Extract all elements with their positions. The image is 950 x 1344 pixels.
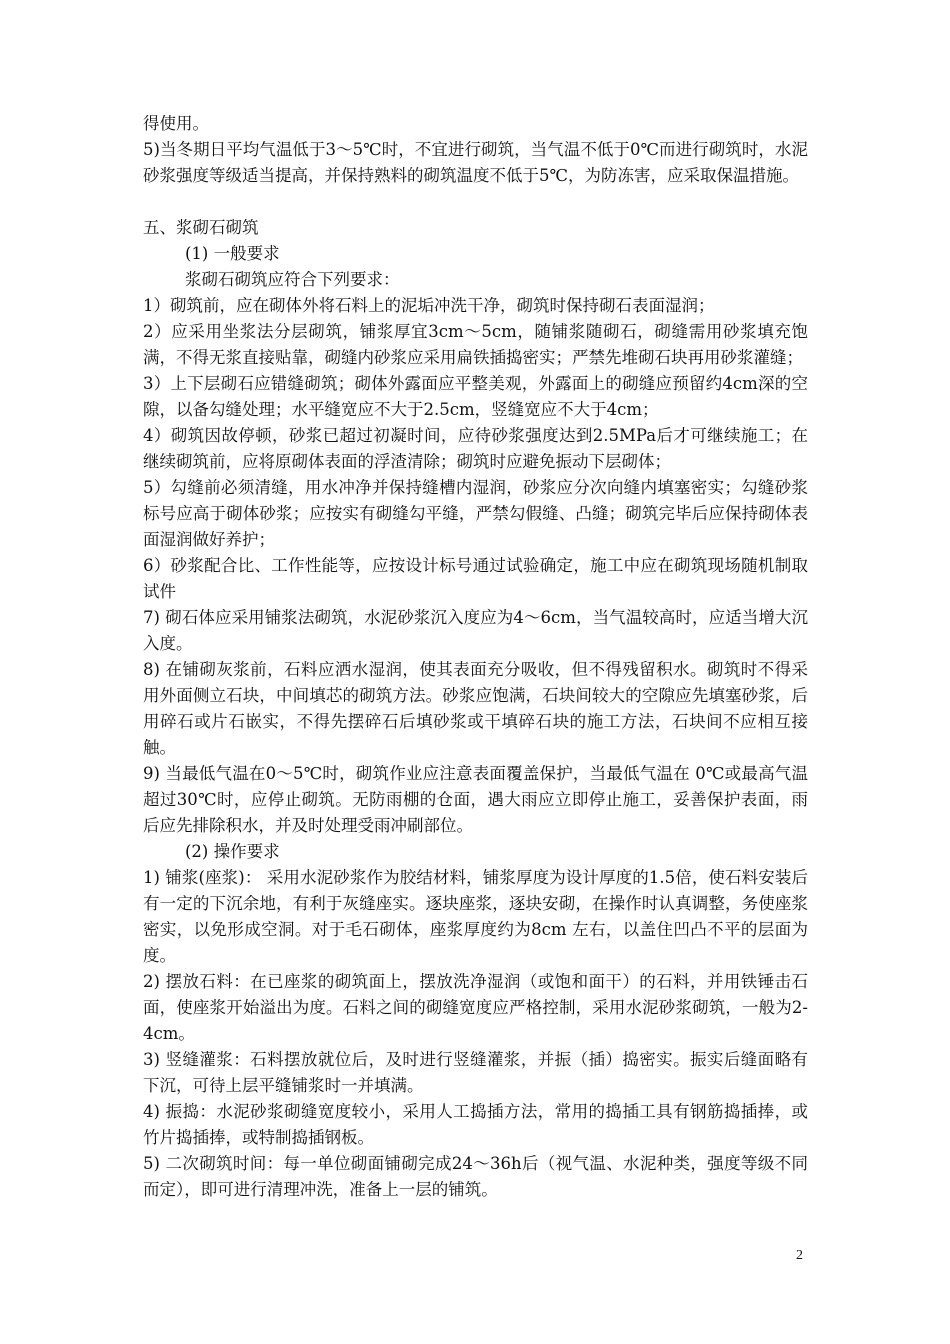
operation-item-3: 3) 竖缝灌浆：石料摆放就位后，及时进行竖缝灌浆，并振（插）捣密实。振实后缝面略有下沉，可待上层平缝铺浆时一并填满。 xyxy=(143,1050,808,1095)
requirement-item-1: 1）砌筑前，应在砌体外将石料上的泥垢冲洗干净，砌筑时保持砌石表面湿润； xyxy=(143,296,715,315)
intro-line: 浆砌石砌筑应符合下列要求： xyxy=(185,270,400,289)
requirement-item-5: 5）勾缝前必须清缝，用水冲净并保持缝槽内湿润，砂浆应分次向缝内填塞密实；勾缝砂浆标号应高于砌体砂浆；应按实有砌缝勾平缝，严禁勾假缝、凸缝；砌筑完毕后应保持砌体表面湿润做好养护； xyxy=(143,478,808,549)
requirement-item-3: 3）上下层砌石应错缝砌筑；砌体外露面应平整美观，外露面上的砌缝应预留约4cm深的空隙，以备勾缝处理；水平缝宽应不大于2.5cm，竖缝宽应不大于4cm； xyxy=(143,374,808,419)
page-number: 2 xyxy=(796,1248,803,1263)
paragraph-winter-rule: 5)当冬期日平均气温低于3～5℃时，不宜进行砌筑，当气温不低于0℃而进行砌筑时，水泥砂浆强度等级适当提高，并保持熟料的砌筑温度不低于5℃，为防冻害，应采取保温措施。 xyxy=(143,140,808,185)
document-body xyxy=(143,111,808,1203)
paragraph-gap xyxy=(143,189,808,215)
operation-item-1: 1) 铺浆(座浆)： 采用水泥砂浆作为胶结材料，铺浆厚度为设计厚度的1.5倍，使石料安装后有一定的下沉余地，有利于灰缝座实。逐块座浆，逐块安砌，在操作时认真调整，务使座浆密实，以免形成空洞。对于毛石砌体，座浆厚度约为8cm 左右，以盖住凹凸不平的层面为度。 xyxy=(143,868,808,965)
subsection-heading-operation: (2) 操作要求 xyxy=(185,842,280,861)
paragraph-continuation: 得使用。 xyxy=(143,114,209,133)
subsection-heading-general: (1) 一般要求 xyxy=(185,244,280,263)
requirement-item-6: 6）砂浆配合比、工作性能等，应按设计标号通过试验确定，施工中应在砌筑现场随机制取试件 xyxy=(143,556,808,601)
operation-item-4: 4) 振捣：水泥砂浆砌缝宽度较小，采用人工捣插方法，常用的捣插工具有钢筋捣插捧，或竹片捣插捧，或特制捣插钢板。 xyxy=(143,1102,808,1147)
requirement-item-4: 4）砌筑因故停顿，砂浆已超过初凝时间，应待砂浆强度达到2.5MPa后才可继续施工；在继续砌筑前，应将原砌体表面的浮渣清除；砌筑时应避免振动下层砌体； xyxy=(143,426,808,471)
section-heading: 五、浆砌石砌筑 xyxy=(143,218,259,237)
operation-item-5: 5) 二次砌筑时间：每一单位砌面铺砌完成24～36h后（视气温、水泥种类，强度等级不同而定），即可进行清理冲洗，准备上一层的铺筑。 xyxy=(143,1154,808,1199)
requirement-item-9: 9) 当最低气温在0～5℃时，砌筑作业应注意表面覆盖保护，当最低气温在 0℃或最高气温超过30℃时，应停止砌筑。无防雨棚的仓面，遇大雨应立即停止施工，妥善保护表面，雨后应先排除积水，并及时处理受雨冲刷部位。 xyxy=(143,764,808,835)
requirement-item-8: 8) 在铺砌灰浆前，石料应洒水湿润，使其表面充分吸收，但不得残留积水。砌筑时不得采用外面侧立石块，中间填芯的砌筑方法。砂浆应饱满，石块间较大的空隙应先填塞砂浆，后用碎石或片石嵌实，不得先摆碎石后填砂浆或干填碎石块的施工方法，石块间不应相互接触。 xyxy=(143,660,808,757)
requirement-item-7: 7) 砌石体应采用铺浆法砌筑，水泥砂浆沉入度应为4～6cm，当气温较高时，应适当增大沉入度。 xyxy=(143,608,808,653)
operation-item-2: 2) 摆放石料：在已座浆的砌筑面上，摆放洗净湿润（或饱和面干）的石料，并用铁锤击石面，使座浆开始溢出为度。石料之间的砌缝宽度应严格控制，采用水泥砂浆砌筑，一般为2-4cm。 xyxy=(143,972,808,1043)
requirement-item-2: 2）应采用坐浆法分层砌筑，铺浆厚宜3cm～5cm，随铺浆随砌石，砌缝需用砂浆填充饱满，不得无浆直接贴靠，砌缝内砂浆应采用扁铁插捣密实；严禁先堆砌石块再用砂浆灌缝； xyxy=(143,322,808,367)
